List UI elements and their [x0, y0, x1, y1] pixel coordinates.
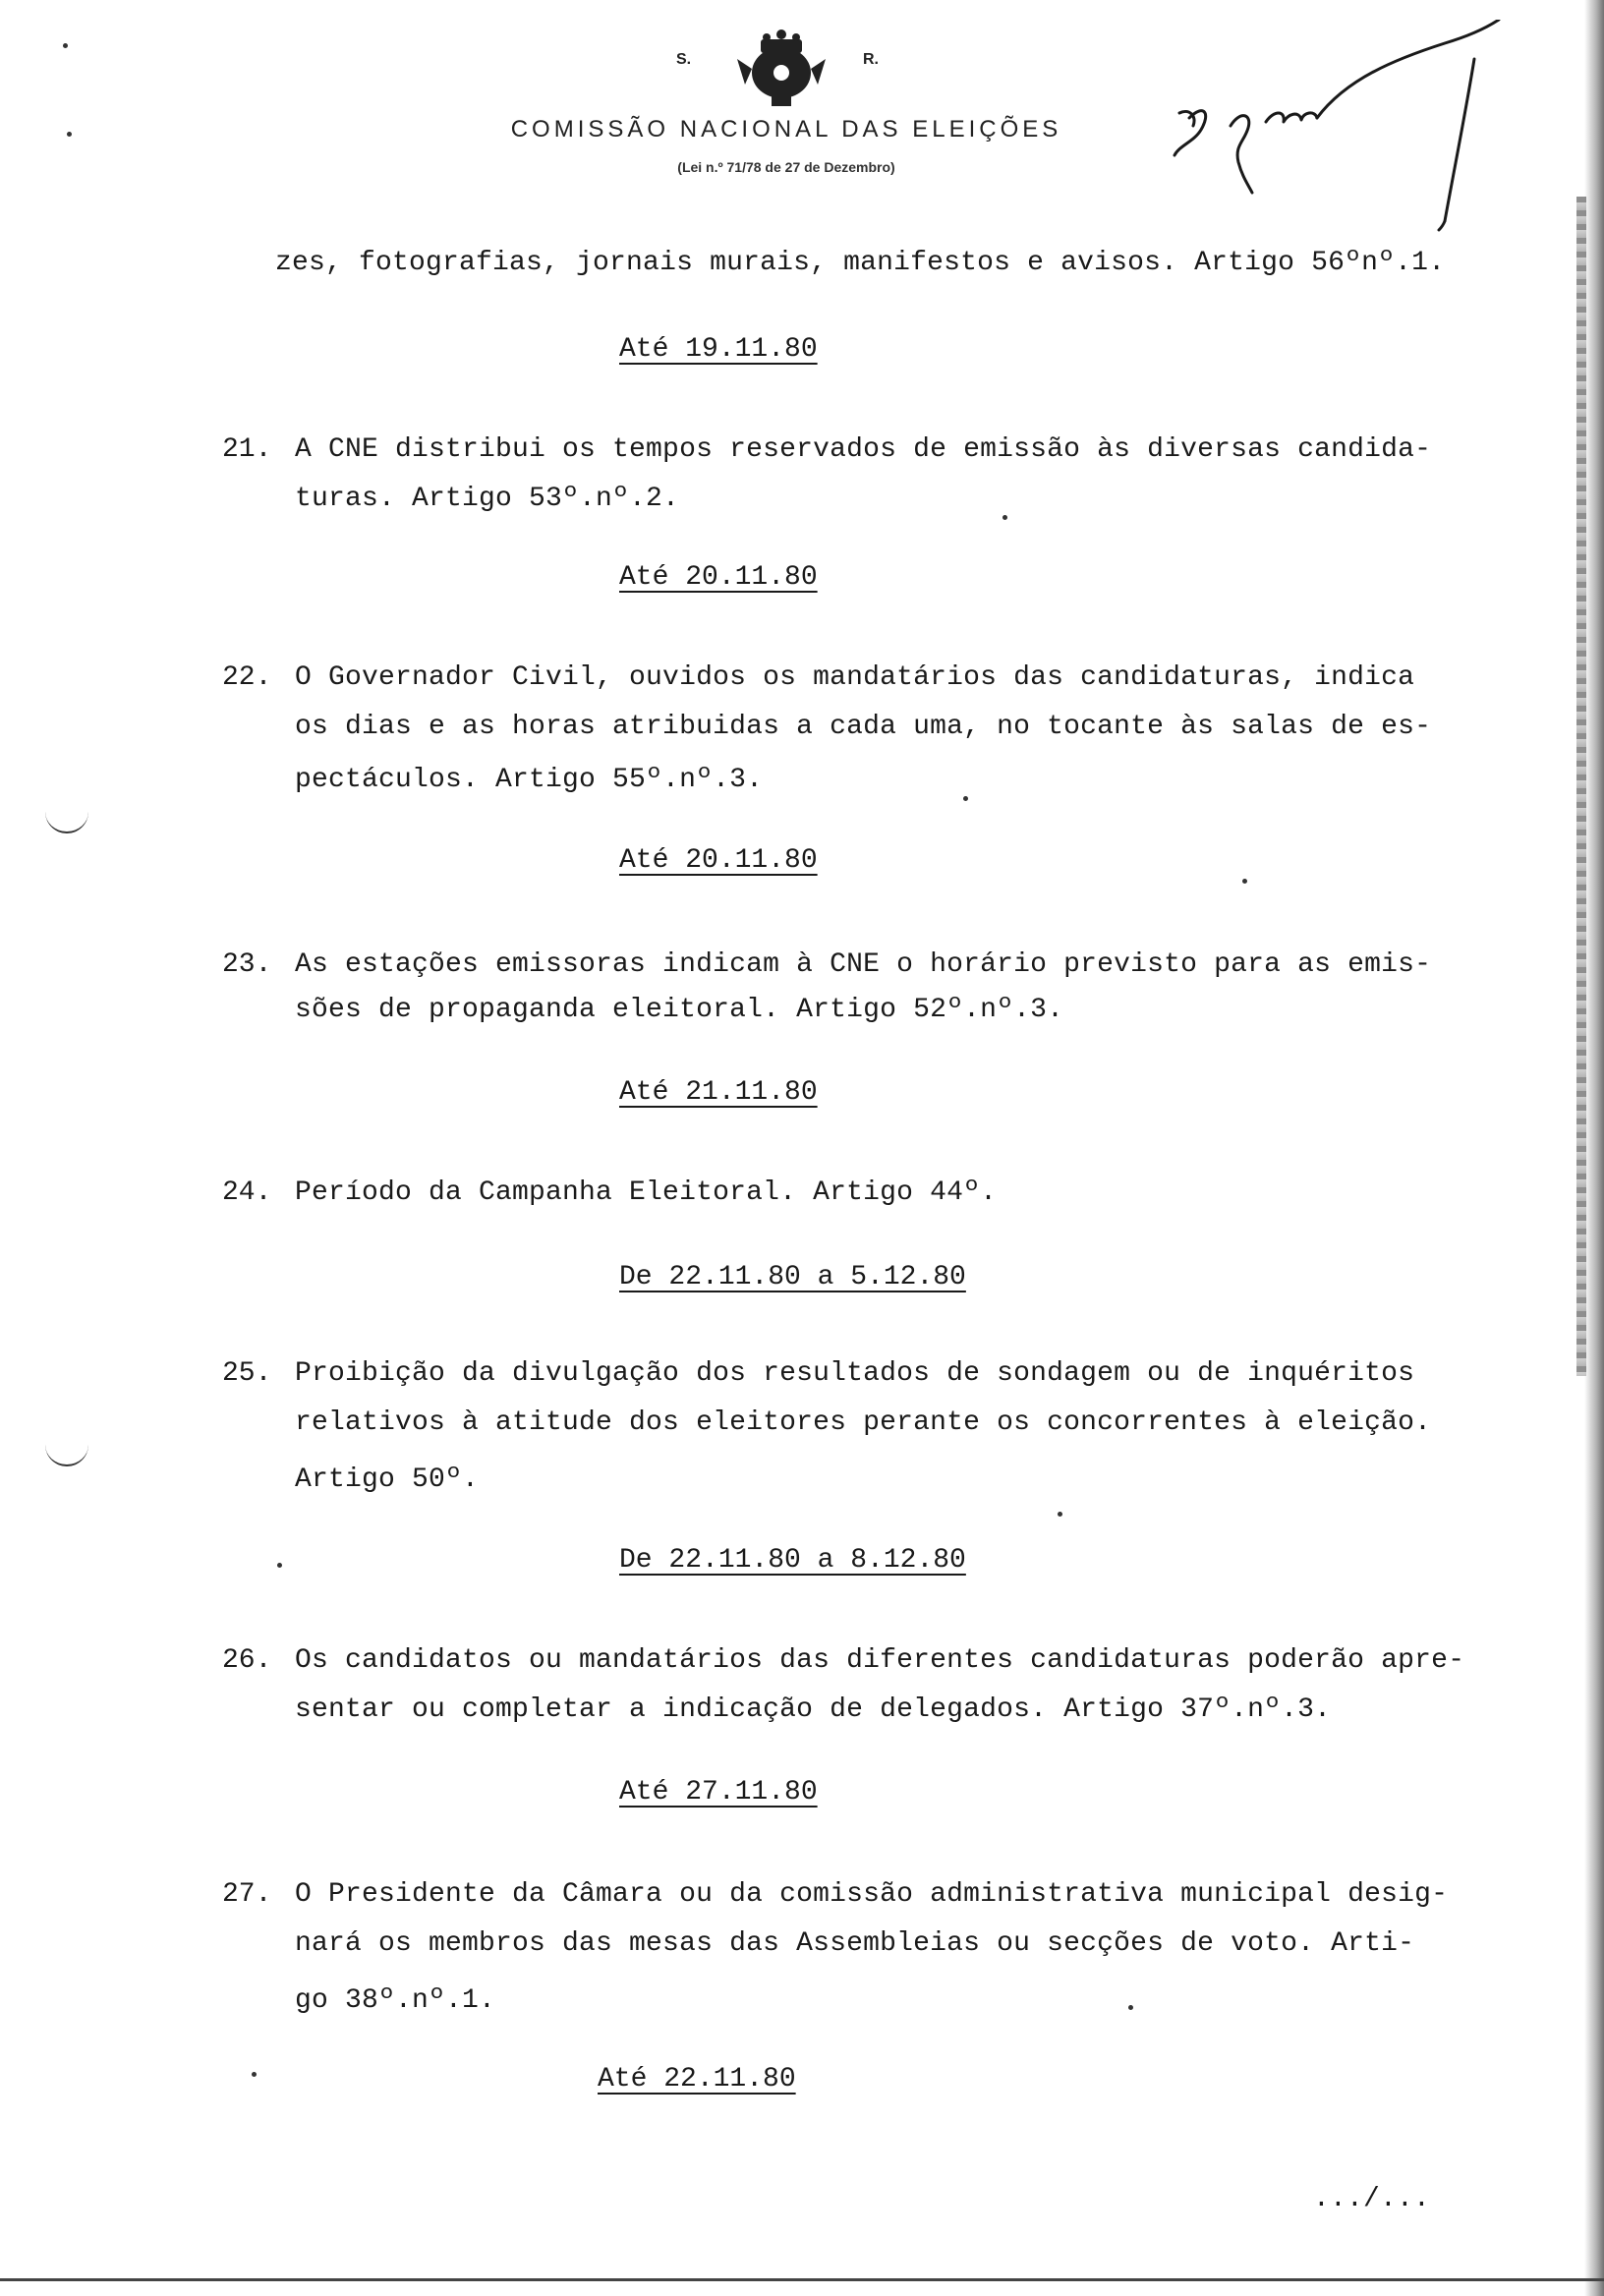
- item-text-line: os dias e as horas atribuidas a cada uma, no tocante às salas de es-: [295, 712, 1432, 742]
- item-date: Até 22.11.80: [598, 2064, 796, 2095]
- item-text-line: A CNE distribui os tempos reservados de emissão às diversas candida-: [295, 434, 1432, 465]
- item-text-line: Os candidatos ou mandatários das diferentes candidaturas poderão apre-: [295, 1645, 1465, 1676]
- item-text-line: go 38º.nº.1.: [295, 1985, 496, 2016]
- item-number: 27.: [222, 1879, 272, 1910]
- item-text-line: relativos à atitude dos eleitores perante os concorrentes à eleição.: [295, 1407, 1432, 1438]
- item-text-line: sões de propaganda eleitoral. Artigo 52º.nº.3.: [295, 995, 1064, 1025]
- item-text-line: O Presidente da Câmara ou da comissão administrativa municipal desig-: [295, 1879, 1449, 1910]
- scan-speck: [277, 1563, 282, 1568]
- item-date: De 22.11.80 a 5.12.80: [619, 1262, 966, 1292]
- scan-speck: [252, 2072, 257, 2077]
- scan-speck: [1242, 879, 1247, 884]
- coat-of-arms-icon: [717, 29, 845, 108]
- scan-speck: [1002, 515, 1007, 520]
- continuation-marker: .../...: [1313, 2184, 1431, 2214]
- item-text-line: O Governador Civil, ouvidos os mandatários das candidaturas, indica: [295, 662, 1415, 693]
- item-date: De 22.11.80 a 8.12.80: [619, 1545, 966, 1576]
- item-text-line: turas. Artigo 53º.nº.2.: [295, 484, 680, 514]
- item-date: Até 20.11.80: [619, 845, 818, 876]
- scan-speck: [67, 132, 72, 137]
- item-text-line: sentar ou completar a indicação de delegados. Artigo 37º.nº.3.: [295, 1694, 1332, 1725]
- handwritten-signature: [1150, 20, 1523, 236]
- item-text-line: Período da Campanha Eleitoral. Artigo 44º.: [295, 1177, 998, 1208]
- scan-speck: [1058, 1512, 1062, 1517]
- scan-speck: [63, 43, 68, 48]
- item-date: Até 21.11.80: [619, 1077, 818, 1108]
- punch-hole-mark: [45, 1445, 88, 1466]
- item-text-line: nará os membros das mesas das Assembleias ou secções de voto. Arti-: [295, 1928, 1415, 1959]
- seal-letter-left: S.: [676, 51, 692, 68]
- scan-speck: [1128, 2005, 1133, 2010]
- scan-edge-shadow: [1584, 0, 1604, 2296]
- intro-date: Até 19.11.80: [619, 334, 818, 365]
- item-text-line: Artigo 50º.: [295, 1464, 480, 1495]
- scan-edge-band: [1576, 197, 1586, 1376]
- item-date: Até 20.11.80: [619, 562, 818, 593]
- item-number: 25.: [222, 1358, 272, 1389]
- item-number: 23.: [222, 949, 272, 980]
- scan-bottom-edge: [0, 2278, 1604, 2281]
- item-number: 21.: [222, 434, 272, 465]
- item-text-line: Proibição da divulgação dos resultados de sondagem ou de inquéritos: [295, 1358, 1415, 1389]
- item-date: Até 27.11.80: [619, 1777, 818, 1808]
- letterhead-subtitle: (Lei n.º 71/78 de 27 de Dezembro): [677, 159, 895, 175]
- item-number: 24.: [222, 1177, 272, 1208]
- scan-speck: [963, 796, 968, 801]
- item-text-line: As estações emissoras indicam à CNE o horário previsto para as emis-: [295, 949, 1432, 980]
- item-number: 22.: [222, 662, 272, 693]
- punch-hole-mark: [45, 812, 88, 833]
- letterhead-title: COMISSÃO NACIONAL DAS ELEIÇÕES: [510, 116, 1062, 143]
- seal-letter-right: R.: [863, 51, 879, 68]
- item-number: 26.: [222, 1645, 272, 1676]
- intro-text: zes, fotografias, jornais murais, manifestos e avisos. Artigo 56ºnº.1.: [275, 248, 1446, 278]
- item-text-line: pectáculos. Artigo 55º.nº.3.: [295, 765, 764, 795]
